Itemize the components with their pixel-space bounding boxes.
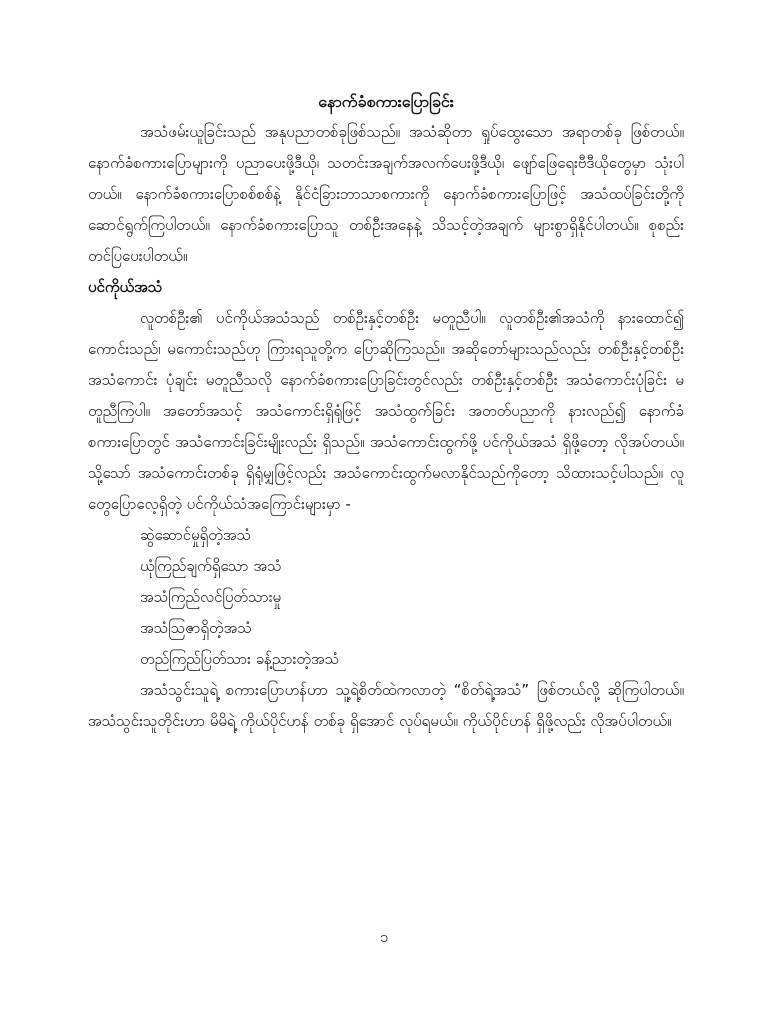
list-item: တည်ကြည်ပြတ်သား ခန့်ညားတဲ့အသံ bbox=[140, 650, 340, 668]
page-number: ၁ bbox=[379, 928, 389, 946]
intro-paragraph: အသံဖမ်းယူခြင်းသည် အနုပညာတစ်ခုဖြစ်သည်။ အသံဆိုတာ ရှုပ်ထွေးသော အရာတစ်ခု ဖြစ်တယ်။ နောက်ခံစကားပြောများကို ပညာပေးဖို့ဒီယို၊ သတင်းအချက်အလက်ပေးဖို့ဒီယို၊ ဖျော်ဖြေရေးဗီဒီယိုတွေမှာ သုံးပါတယ်။ နောက်ခံစကားပြောစစ်စစ်နဲ့ နိုင်ငံခြားဘာသာစကားကို နောက်ခံစကားပြောဖြင့် အသံထပ်ခြင်းတို့ကို ဆောင်ရွက်ကြပါတယ်။ နောက်ခံစကားပြောသူ တစ်ဦးအနေနဲ့ သိသင့်တဲ့အချက် များစွာရှိနိုင်ပါတယ်။ စုစည်းတင်ပြပေးပါတယ်။ bbox=[88, 123, 684, 265]
closing-paragraph: အသံသွင်းသူရဲ့ စကားပြောဟန်ဟာ သူ့ရဲ့စိတ်ထဲကလာတဲ့ “စိတ်ရဲ့အသံ” ဖြစ်တယ်လို့ ဆိုကြပါတယ်။ အသံသွင်းသူတိုင်းဟာ မိမိရဲ့ ကိုယ်ပိုင်ဟန် တစ်ခု ရှိအောင် လုပ်ရမယ်။ ကိုယ်ပိုင်ဟန် ရှိဖို့လည်း လိုအပ်ပါတယ်။ bbox=[88, 681, 684, 730]
list-item: ယုံကြည်ချက်ရှိသော အသံ bbox=[140, 557, 282, 575]
voice-qualities-list bbox=[88, 520, 684, 675]
list-item: အသံသြဇာရှိတဲ့အသံ bbox=[140, 619, 252, 637]
section-paragraph: လူတစ်ဦး၏ ပင်ကိုယ်အသံသည် တစ်ဦးနှင့်တစ်ဦး မတူညီပါ။ လူတစ်ဦး၏အသံကို နားထောင်၍ ကောင်းသည်၊ မကောင်းသည်ဟု ကြားရသူတို့က ပြောဆိုကြသည်။ အဆိုတော်များသည်လည်း တစ်ဦးနှင့်တစ်ဦး အသံကောင်း ပုံချင်း မတူညီသလို နောက်ခံစကားပြောခြင်းတွင်လည်း တစ်ဦးနှင့်တစ်ဦး အသံကောင်းပုံခြင်း မတူညီကြပါ။ အတော်အသင့် အသံကောင်းရှိရုံဖြင့် အသံထွက်ခြင်း အတတ်ပညာကို နားလည်၍ နောက်ခံစကားပြောတွင် အသံကောင်းခြင်းမျိုးလည်း ရှိသည်။ အသံကောင်းထွက်ဖို့ ပင်ကိုယ်အသံ ရှိဖို့တော့ လိုအပ်တယ်။ သို့သော် အသံကောင်းတစ်ခု ရှိရုံမျှဖြင့်လည်း အသံကောင်းထွက်မလာနိုင်သည်ကိုတော့ သိထားသင့်ပါသည်။ လူတွေပြောလေ့ရှိတဲ့ ပင်ကိုယ်သံအကြောင်းများမှာ - bbox=[88, 309, 684, 513]
list-item: အသံကြည်လင်ပြတ်သားမှု bbox=[140, 588, 282, 606]
document-title: နောက်ခံစကားပြောခြင်း bbox=[318, 92, 454, 111]
section-heading: ပင်ကိုယ်အသံ bbox=[88, 278, 163, 296]
page-content bbox=[88, 86, 684, 737]
list-item: ဆွဲဆောင်မှုရှိတဲ့အသံ bbox=[140, 526, 252, 544]
